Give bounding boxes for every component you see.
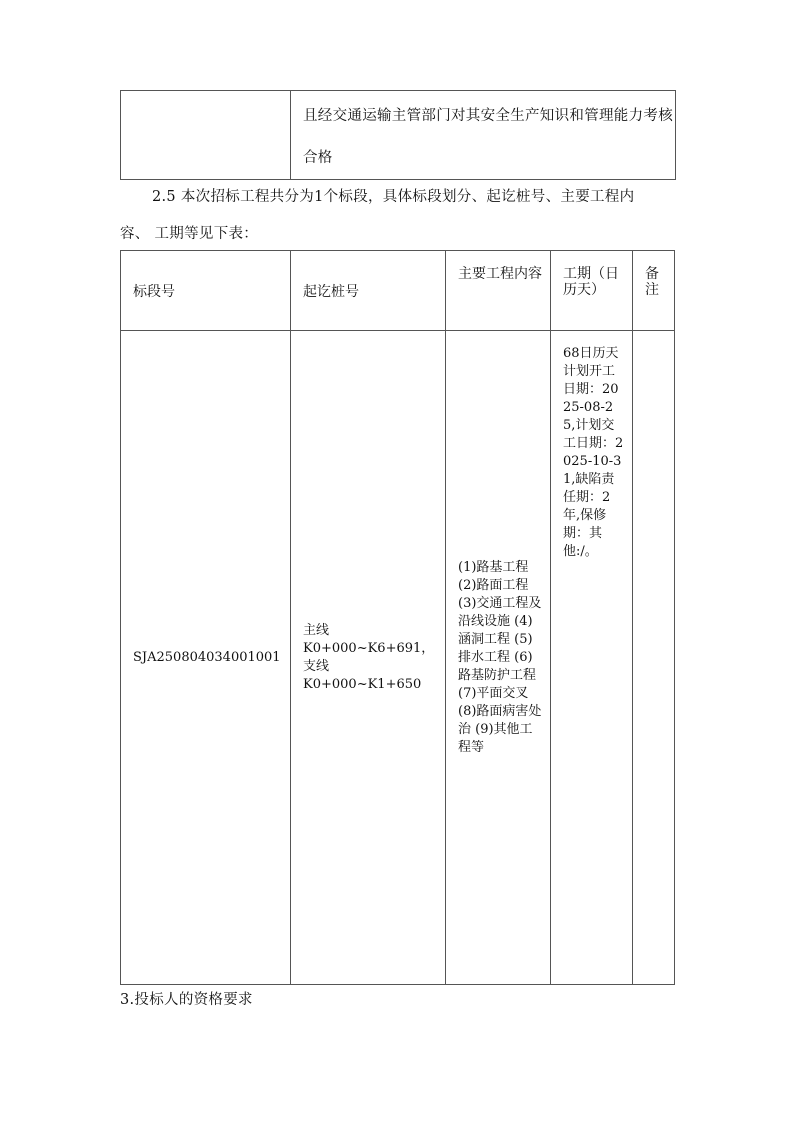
header-stake-range: 起讫桩号: [291, 251, 446, 331]
table-row: [121, 331, 675, 985]
header-section-no: 标段号: [121, 251, 291, 331]
paragraph-line-1: 2.5 本次招标工程共分为1个标段，具体标段划分、起讫桩号、主要工程内: [152, 189, 635, 205]
paragraph-line-2: 容、 工期等见下表：: [120, 226, 259, 242]
header-duration: 工期（日历天）: [551, 251, 633, 331]
cell-section-no: SJA250804034001001: [121, 331, 291, 985]
next-section-heading: 3.投标人的资格要求: [120, 992, 253, 1008]
cell-duration: 68日历天计划开工日期：2025-08-25,计划交工日期：2025-10-31,缺陷责任期：2年,保修期：其他:/。: [551, 331, 633, 985]
stake-line-1: 主线: [303, 622, 330, 638]
continuation-left-cell: [121, 91, 291, 180]
continuation-text: 且经交通运输主管部门对其安全生产知识和管理能力考核合格: [303, 108, 673, 166]
stake-line-4: K0+000~K1+650: [303, 676, 422, 692]
continuation-table: [120, 90, 676, 180]
continuation-right-cell: [291, 91, 676, 180]
section-table: [120, 250, 675, 985]
cell-remarks: [633, 331, 675, 985]
header-remarks: 备注: [633, 251, 675, 331]
stake-line-3: 支线: [303, 658, 330, 674]
header-main-works: 主要工程内容: [446, 251, 551, 331]
cell-main-works: (1)路基工程 (2)路面工程 (3)交通工程及沿线设施 (4)涵洞工程 (5) 排水工程 (6)路基防护工程 (7)平面交叉 (8)路面病害处治 (9)其他工程等: [446, 331, 551, 985]
cell-stake-range: [291, 331, 446, 985]
table-header-row: [121, 251, 675, 331]
stake-line-2: K0+000~K6+691，: [303, 640, 435, 656]
